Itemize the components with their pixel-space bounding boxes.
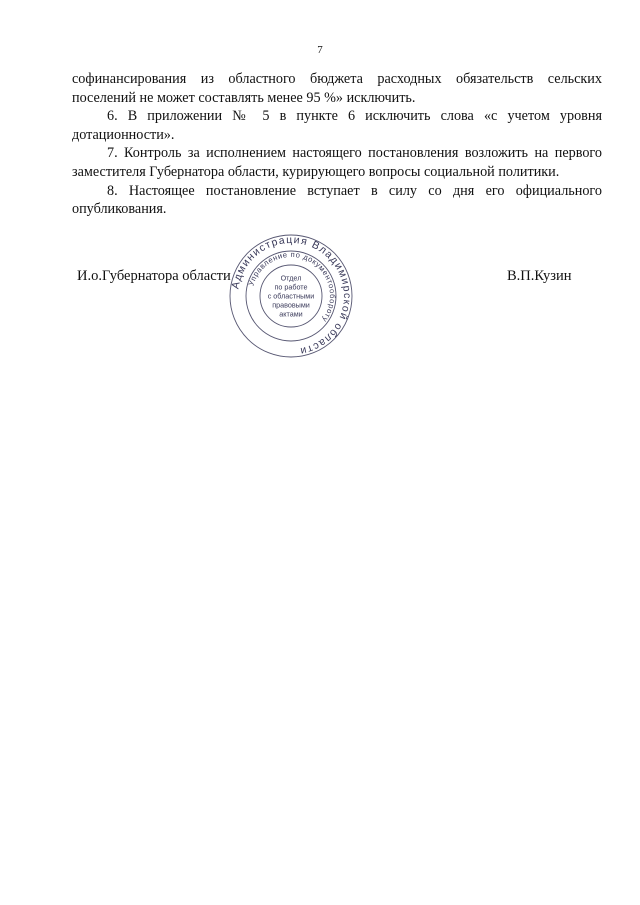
paragraph-item-6: 6. В приложении № 5 в пункте 6 исключить слова «с учетом уровня дотационности». — [72, 108, 602, 143]
seal-center-line: с областными — [267, 291, 315, 301]
page-number: 7 — [317, 44, 323, 56]
signatory-position: И.о.Губернатора области — [77, 268, 231, 284]
official-seal — [228, 233, 354, 359]
signatory-name: В.П.Кузин — [507, 268, 572, 284]
seal-center-text — [268, 274, 315, 319]
paragraph-item-7: 7. Контроль за исполнением настоящего постановления возложить на первого заместителя Губернатора области, курирующего вопросы социальной политики. — [72, 145, 602, 180]
seal-center-line: правовыми — [272, 300, 310, 310]
paragraph-continuation: софинансирования из областного бюджета расходных обязательств сельских поселений не может составлять менее 95 %» исключить. — [72, 71, 602, 106]
seal-center-line: актами — [279, 309, 303, 319]
document-body — [72, 70, 602, 219]
seal-inner-text: Управление по документообороту — [246, 249, 338, 325]
seal-center-line: по работе — [274, 282, 308, 292]
paragraph-item-8: 8. Настоящее постановление вступает в силу со дня его официального опубликования. — [72, 182, 602, 218]
seal-center-line: Отдел — [280, 273, 302, 283]
seal-outer-text: Администрация Владимирской области — [229, 233, 354, 358]
